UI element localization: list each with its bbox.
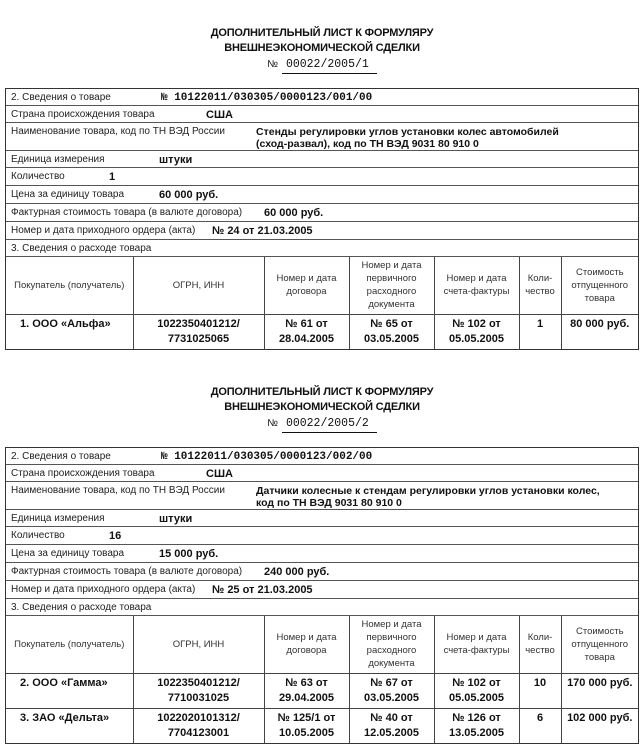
primary-doc-cell [349, 708, 434, 743]
unit-row [6, 151, 638, 168]
field-label: Страна происхождения товара [11, 109, 155, 120]
goods-name-line2: код по ТН ВЭД 9031 80 910 0 [256, 497, 402, 509]
invoice-value: 60 000 руб. [264, 207, 324, 219]
invoice-number: № 102 от [452, 676, 501, 689]
buyer-cell: 1. ООО «Альфа» [6, 314, 133, 349]
col-header-ogrn-inn: ОГРН, ИНН [133, 616, 264, 673]
invoice-date: 13.05.2005 [448, 726, 505, 739]
unit-value: штуки [159, 154, 193, 166]
expense-section-row [6, 599, 638, 616]
col-header-buyer: Покупатель (получатель) [6, 257, 133, 314]
contract-date: 28.04.2005 [278, 332, 335, 345]
ogrn-inn-cell [133, 708, 264, 743]
buyer-cell: 2. ООО «Гамма» [6, 673, 133, 708]
invoice-cell [434, 708, 519, 743]
goods-name-line2: (сход-развал), код по ТН ВЭД 9031 80 910 0 [256, 138, 479, 150]
goods-section-row [6, 448, 638, 465]
contract-number: № 63 от [285, 676, 328, 689]
goods-name-row [6, 482, 638, 510]
goods-name-line1: Датчики колесные к стендам регулировки углов установки колес, [256, 485, 600, 497]
unit-price-value: 15 000 руб. [159, 548, 219, 560]
expense-table [6, 257, 638, 349]
field-label: Цена за единицу товара [11, 548, 125, 559]
buyer-cell: 3. ЗАО «Дельта» [6, 708, 133, 743]
field-label: Цена за единицу товара [11, 189, 125, 200]
field-label: Страна происхождения товара [11, 468, 155, 479]
expense-section-row [6, 240, 638, 257]
sheet-number-value: 00022/2005/2 [282, 416, 377, 433]
quantity-cell: 10 [519, 673, 561, 708]
field-label: Наименование товара, код по ТН ВЭД России [11, 485, 225, 496]
field-label: Номер и дата приходного ордера (акта) [11, 225, 196, 236]
contract-cell [264, 673, 349, 708]
ogrn: 1022350401212/ [157, 317, 240, 330]
sheet-title-line2: ВНЕШНЕЭКОНОМИЧЕСКОЙ СДЕЛКИ [224, 401, 420, 413]
table-row [6, 314, 638, 349]
receipt-order-value: № 24 от 21.03.2005 [212, 225, 313, 237]
goods-name-line1: Стенды регулировки углов установки колес автомобилей [256, 126, 559, 138]
col-header-buyer: Покупатель (получатель) [6, 616, 133, 673]
sheet-title-line1: ДОПОЛНИТЕЛЬНЫЙ ЛИСТ К ФОРМУЛЯРУ [210, 386, 434, 398]
contract-date: 10.05.2005 [278, 726, 335, 739]
field-label: Единица измерения [11, 154, 105, 165]
quantity-row [6, 168, 638, 186]
ogrn-inn-cell [133, 673, 264, 708]
col-header-invoice: Номер и дата счета-фактуры [434, 616, 519, 673]
field-label: Количество [11, 530, 65, 541]
contract-number: № 125/1 от [277, 711, 336, 724]
country-row [6, 106, 638, 123]
contract-number: № 61 от [285, 317, 328, 330]
col-header-contract: Номер и дата договора [264, 616, 349, 673]
invoice-value-row [6, 204, 638, 222]
section-label: 3. Сведения о расходе товара [11, 602, 152, 613]
invoice-cell [434, 673, 519, 708]
receipt-order-row [6, 581, 638, 599]
unit-price-row [6, 186, 638, 204]
invoice-value-row [6, 563, 638, 581]
unit-row [6, 510, 638, 527]
primary-doc-cell [349, 314, 434, 349]
unit-price-row [6, 545, 638, 563]
sheet-number-value: 00022/2005/1 [282, 57, 377, 74]
country-row [6, 465, 638, 482]
section-label: 3. Сведения о расходе товара [11, 243, 152, 254]
quantity-cell: 1 [519, 314, 561, 349]
field-label: Количество [11, 171, 65, 182]
col-header-primary-doc: Номер и дата первичного расходного документа [349, 616, 434, 673]
number-sign: № [267, 59, 278, 70]
col-header-cost: Стоимость отпущенного товара [561, 257, 638, 314]
unit-price-value: 60 000 руб. [159, 189, 219, 201]
country-value: США [206, 468, 233, 480]
field-label: Фактурная стоимость товара (в валюте договора) [11, 566, 243, 577]
field-label: 2. Сведения о товаре [11, 451, 111, 462]
cost-cell: 102 000 руб. [567, 711, 633, 724]
col-header-cost: Стоимость отпущенного товара [561, 616, 638, 673]
invoice-number: № 126 от [452, 711, 501, 724]
cost-cell: 170 000 руб. [561, 673, 638, 708]
field-label: Единица измерения [11, 513, 105, 524]
field-label: 2. Сведения о товаре [11, 92, 111, 103]
sheet-title-line1: ДОПОЛНИТЕЛЬНЫЙ ЛИСТ К ФОРМУЛЯРУ [210, 27, 434, 39]
field-label: Номер и дата приходного ордера (акта) [11, 584, 196, 595]
table-row [6, 673, 638, 708]
doc-number: № 67 от [370, 676, 413, 689]
sheet-number [0, 415, 644, 433]
goods-form [5, 447, 639, 744]
invoice-cell [434, 314, 519, 349]
quantity-cell: 6 [519, 708, 561, 743]
ogrn-inn-cell [133, 314, 264, 349]
table-header-row [6, 257, 638, 314]
col-header-invoice: Номер и дата счета-фактуры [434, 257, 519, 314]
sheet-number [0, 56, 644, 74]
doc-date: 03.05.2005 [363, 332, 420, 345]
col-header-quantity: Коли-чество [519, 616, 561, 673]
country-value: США [206, 109, 233, 121]
doc-number: № 65 от [370, 317, 413, 330]
contract-cell [264, 708, 349, 743]
goods-name-row [6, 123, 638, 151]
col-header-quantity: Коли-чество [519, 257, 561, 314]
contract-cell [264, 314, 349, 349]
invoice-date: 05.05.2005 [448, 332, 505, 345]
table-row [6, 708, 638, 743]
inn: 7704123001 [167, 726, 230, 739]
col-header-ogrn-inn: ОГРН, ИНН [133, 257, 264, 314]
primary-doc-cell [349, 673, 434, 708]
invoice-number: № 102 от [452, 317, 501, 330]
invoice-value: 240 000 руб. [264, 566, 330, 578]
table-header-row [6, 616, 638, 673]
invoice-date: 05.05.2005 [448, 691, 505, 704]
field-label: Наименование товара, код по ТН ВЭД России [11, 126, 225, 137]
ogrn: 1022350401212/ [157, 676, 240, 689]
doc-number: № 40 от [370, 711, 413, 724]
number-sign: № [267, 418, 278, 429]
col-header-primary-doc: Номер и дата первичного расходного документа [349, 257, 434, 314]
receipt-order-row [6, 222, 638, 240]
goods-registry-number: № 10122011/030305/0000123/002/00 [161, 451, 373, 463]
inn: 7710031025 [167, 691, 230, 704]
ogrn: 1022020101312/ [157, 711, 240, 724]
quantity-value: 16 [109, 530, 122, 542]
inn: 7731025065 [167, 332, 230, 345]
cost-cell: 80 000 руб. [570, 317, 630, 330]
goods-registry-number: № 10122011/030305/0000123/001/00 [161, 92, 373, 104]
expense-table [6, 616, 638, 743]
doc-date: 12.05.2005 [363, 726, 420, 739]
field-label: Фактурная стоимость товара (в валюте договора) [11, 207, 243, 218]
receipt-order-value: № 25 от 21.03.2005 [212, 584, 313, 596]
contract-date: 29.04.2005 [278, 691, 335, 704]
doc-date: 03.05.2005 [363, 691, 420, 704]
goods-section-row [6, 89, 638, 106]
col-header-contract: Номер и дата договора [264, 257, 349, 314]
goods-form [5, 88, 639, 350]
quantity-row [6, 527, 638, 545]
unit-value: штуки [159, 513, 193, 525]
sheet-title-line2: ВНЕШНЕЭКОНОМИЧЕСКОЙ СДЕЛКИ [224, 42, 420, 54]
quantity-value: 1 [109, 171, 116, 183]
